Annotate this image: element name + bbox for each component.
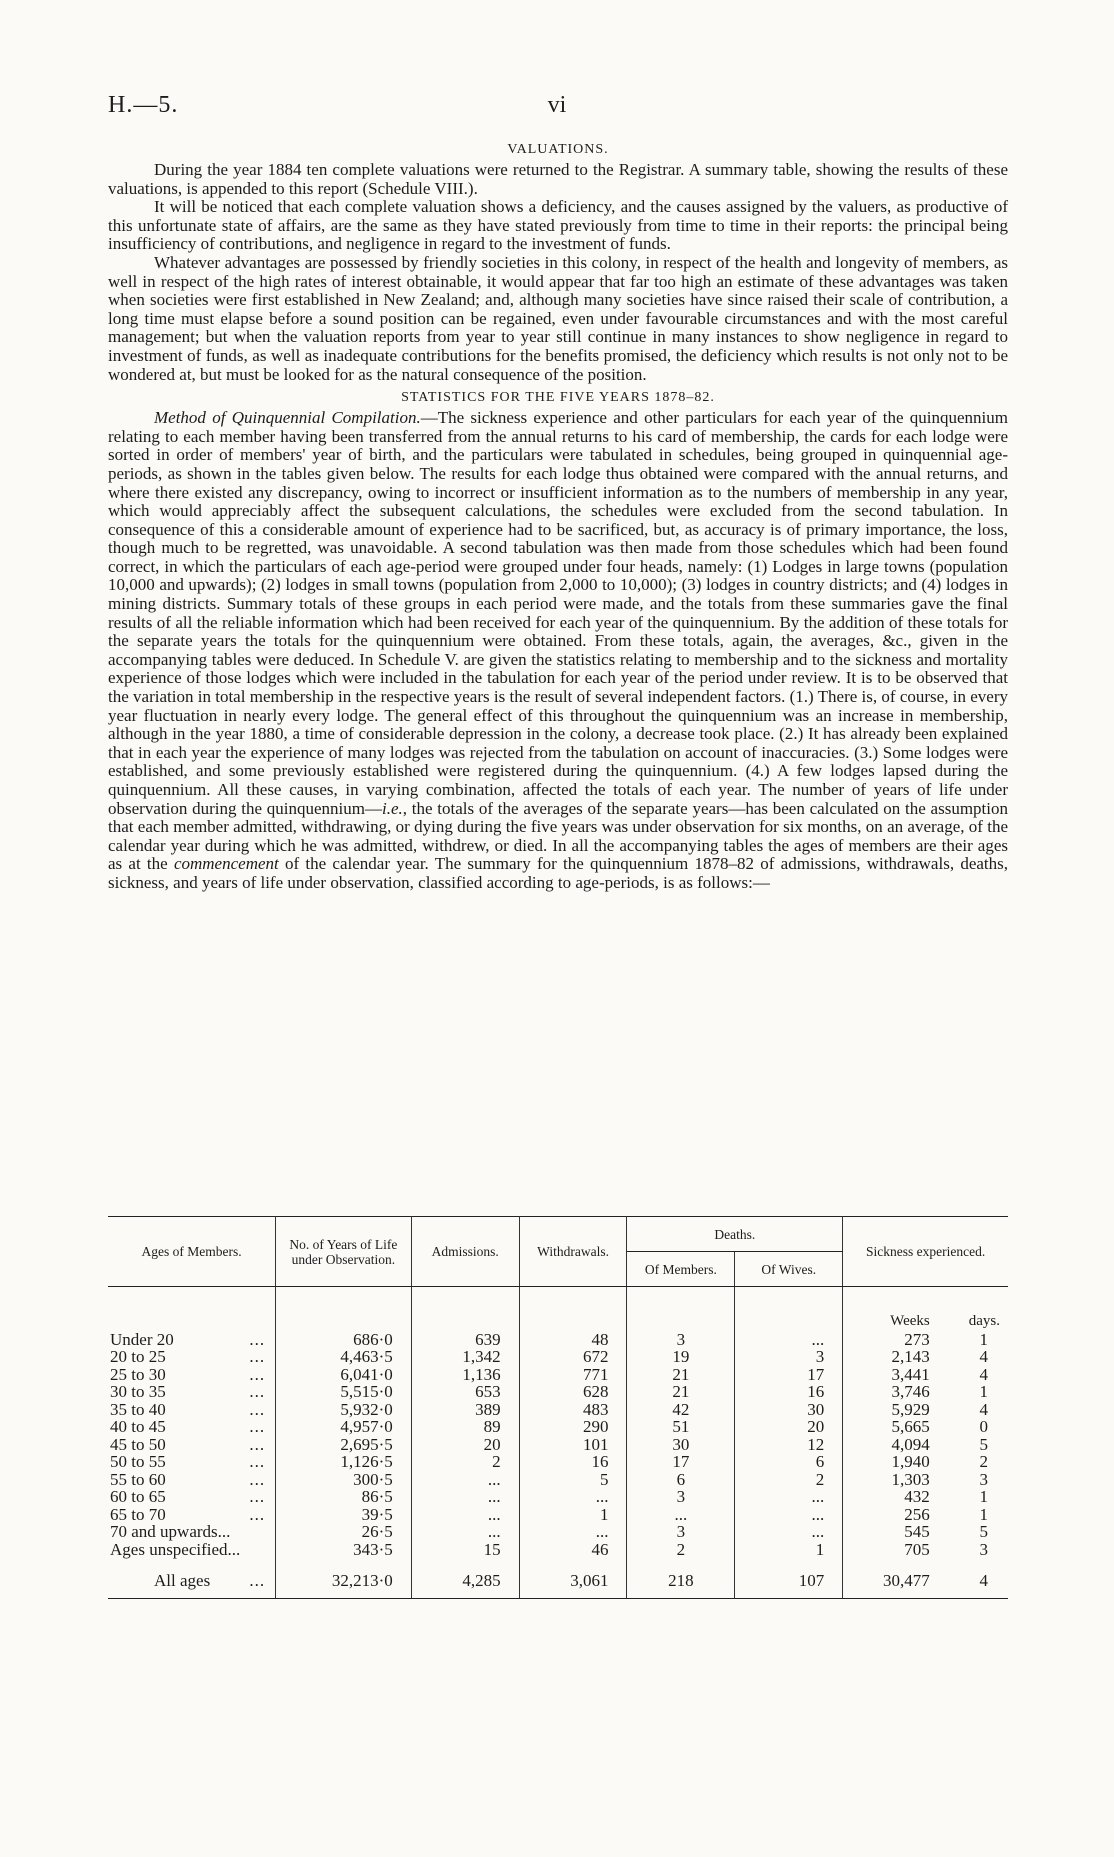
page-reference: H.—5. <box>108 92 179 118</box>
sickness-days-cell: 1 <box>979 1504 988 1524</box>
admissions-cell: 1,136 <box>411 1366 519 1384</box>
deaths-members-cell: 3 <box>627 1523 735 1541</box>
ie-italic: i.e. <box>381 798 403 818</box>
sickness-days-cell: 3 <box>979 1539 988 1559</box>
table-row <box>108 1541 1008 1559</box>
years-cell: 2,695·5 <box>276 1436 412 1454</box>
withdrawals-cell: 628 <box>519 1383 627 1401</box>
deaths-wives-cell: 1 <box>735 1541 843 1559</box>
deaths-wives-cell: 12 <box>735 1436 843 1454</box>
deaths-wives-cell: 20 <box>735 1418 843 1436</box>
col-admissions: Admissions. <box>411 1217 519 1287</box>
sickness-weeks-cell: 1,303 <box>891 1469 930 1489</box>
table-row <box>108 1348 1008 1366</box>
valuations-paragraph-3: Whatever advantages are possessed by friendly societies in this colony, in respect of the health and longevity of members, as well in respect of the high rates of interest obtainable, it would appear that far too high an estimate of these advantages was taken when societies were first established in New Zealand; and, although many societies have since raised their scale of contribution, a long time must elapse before a sound position can be regained, even under favourable circumstances and with the most careful management; but when the valuation reports from year to year still continue in many instances to show negligence in regard to investment of funds, as well as inadequate contributions for the benefits promised, the deficiency which results is not only not to be wondered at, but must be looked for as the natural consequence of the position. <box>108 252 1008 384</box>
sickness-days-cell: 5 <box>979 1522 988 1541</box>
sickness-days-cell: 4 <box>979 1399 988 1419</box>
age-label: All ages <box>154 1571 211 1590</box>
commencement-italic: commencement <box>173 854 279 874</box>
col-withdrawals: Withdrawals. <box>519 1217 627 1287</box>
deaths-wives-cell: ... <box>735 1523 843 1541</box>
deaths-members-cell: 3 <box>627 1331 735 1349</box>
deaths-members-cell: 30 <box>627 1436 735 1454</box>
years-cell: 300·5 <box>276 1471 412 1489</box>
years-cell: 86·5 <box>276 1488 412 1506</box>
admissions-cell: ... <box>411 1523 519 1541</box>
table-row <box>108 1453 1008 1471</box>
statistics-heading: STATISTICS FOR THE FIVE YEARS 1878–82. <box>401 390 715 406</box>
sickness-weeks-cell: 5,665 <box>891 1417 930 1436</box>
col-years: No. of Years of Life under Observation. <box>276 1217 412 1287</box>
deaths-wives-cell: 16 <box>735 1383 843 1401</box>
sickness-days-cell: 4 <box>934 1558 1008 1598</box>
valuations-paragraph-1: During the year 1884 ten complete valuations were returned to the Registrar. A summary table, showing the results of these valuations, is appended to this report (Schedule VIII.). <box>108 160 1008 198</box>
leader-dots: ... <box>249 1417 266 1436</box>
withdrawals-cell: 48 <box>519 1331 627 1349</box>
statistics-text-a: —The sickness experience and other particulars for each year of the quinquennium relating to each member having been transferred from the annual returns to his card of membership, the cards for each lodge were sorted in order of members' year of birth, and the particulars were tabulated in schedules, being grouped in quinquennial age-periods, as shown in the tables given below. The results for each lodge thus obtained were compared with the annual returns, and where there existed any discrepancy, owing to incorrect or insufficient information as to the numbers of membership in any year, which would appreciably affect the subsequent calculations, the schedules were excluded from the second tabulation. In consequence of this a considerable amount of experience had to be sacrificed, but, as accuracy is of primary importance, the loss, though much to be regretted, was unavoidable. A second tabulation was then made from those schedules which had been found correct, in which the particulars of each age-period were grouped under four heads, namely: (1) Lodges in large towns (population 10,000 and upwards); (2) lodges in small towns (population from 2,000 to 10,000); (3) lodges in country districts; and (4) lodges in mining districts. Summary totals of these groups in each period were made, and the totals from these summaries gave the final results of all the reliable information which had been received for each year of the quinquennium. By the addition of these totals for the separate years the totals for the quinquennium were obtained. From these totals, again, the averages, &c., given in the accompanying tables were deduced. In Schedule V. are given the statistics relating to membership and to the sickness and mortality experience of those lodges which were included in the tabulation for each year of the period under review. It is to be observed that the variation in total membership in the respective years is the result of several independent factors. (1.) There is, of course, in every year fluctuation in nearly every lodge. The general effect of this throughout the quinquennium was an increase in membership, although in the year 1880, a time of considerable depression in the colony, a decrease took place. (2.) It has already been explained that in each year the experience of many lodges was rejected from the tabulation on account of inaccuracies. (3.) Some lodges were established, and some previously established were registered during the quinquennium. (4.) A few lodges lapsed during the quinquennium. All these causes, in varying combination, affected the totals of each year. The number of years of life under observation during the quinquennium— <box>108 408 1009 818</box>
years-cell: 26·5 <box>276 1523 412 1541</box>
sickness-weeks-cell: 4,094 <box>891 1434 930 1454</box>
sickness-days-cell: 4 <box>979 1364 988 1384</box>
unit-days: days. <box>968 1313 1000 1329</box>
deaths-members-cell: 42 <box>627 1401 735 1419</box>
leader-dots: ... <box>249 1364 266 1384</box>
total-row <box>108 1558 1008 1598</box>
leader-dots: ... <box>249 1399 266 1419</box>
deaths-members-cell: 21 <box>627 1366 735 1384</box>
col-deaths: Deaths. <box>627 1217 843 1252</box>
age-label: 25 to 30 <box>110 1364 166 1384</box>
age-label: Under 20 <box>110 1329 174 1349</box>
withdrawals-cell: 3,061 <box>519 1558 627 1598</box>
age-cell <box>108 1418 276 1436</box>
deaths-wives-cell: ... <box>735 1488 843 1506</box>
table-row <box>108 1401 1008 1419</box>
leader-dots: ... <box>249 1504 266 1524</box>
withdrawals-cell: ... <box>519 1523 627 1541</box>
quinquennium-summary-table <box>108 1216 1008 1599</box>
leader-dots: ... <box>249 1382 266 1401</box>
deaths-wives-cell: 30 <box>735 1401 843 1419</box>
years-cell: 32,213·0 <box>276 1558 412 1598</box>
withdrawals-cell: 672 <box>519 1348 627 1366</box>
age-cell <box>108 1541 276 1559</box>
deaths-wives-cell: 2 <box>735 1471 843 1489</box>
withdrawals-cell: ... <box>519 1488 627 1506</box>
deaths-wives-cell: 17 <box>735 1366 843 1384</box>
table-row <box>108 1418 1008 1436</box>
years-cell: 343·5 <box>276 1541 412 1559</box>
leader-dots: ... <box>249 1469 266 1489</box>
years-cell: 5,515·0 <box>276 1383 412 1401</box>
age-label: 40 to 45 <box>110 1417 166 1436</box>
deaths-wives-cell: ... <box>735 1506 843 1524</box>
col-ages: Ages of Members. <box>108 1217 276 1287</box>
withdrawals-cell: 16 <box>519 1453 627 1471</box>
sickness-days-cell: 1 <box>979 1329 988 1349</box>
admissions-cell: ... <box>411 1506 519 1524</box>
deaths-members-cell: 19 <box>627 1348 735 1366</box>
withdrawals-cell: 483 <box>519 1401 627 1419</box>
age-label: 30 to 35 <box>110 1382 166 1401</box>
admissions-cell: 20 <box>411 1436 519 1454</box>
age-label: 35 to 40 <box>110 1399 166 1419</box>
deaths-wives-cell: 6 <box>735 1453 843 1471</box>
statistics-paragraph <box>108 409 1008 892</box>
statistics-text-b: , the totals of the averages of the separate years—has been calculated on the assumption that each member admitted, withdrawing, or dying during the five years was under observation for six months, on an average, of the calendar year during which he was admitted, withdrew, or died. In all the accompanying tables the ages of members are their ages as at the <box>108 798 1008 874</box>
deaths-wives-cell: 3 <box>735 1348 843 1366</box>
deaths-wives-cell: 107 <box>735 1558 843 1598</box>
body-text <box>108 142 1008 893</box>
age-cell <box>108 1506 276 1524</box>
age-cell <box>108 1453 276 1471</box>
deaths-members-cell: 17 <box>627 1453 735 1471</box>
sickness-weeks-cell: 273 <box>904 1329 930 1349</box>
admissions-cell: 15 <box>411 1541 519 1559</box>
col-deaths-members: Of Members. <box>627 1252 735 1287</box>
years-cell: 4,463·5 <box>276 1348 412 1366</box>
valuations-paragraph-2: It will be noticed that each complete valuation shows a deficiency, and the causes assigned by the valuers, as productive of this unfortunate state of affairs, are the same as they have stated previously from time to time in their reports: the principal being insufficiency of contributions, and negligence in regard to the investment of funds. <box>108 197 1008 254</box>
deaths-members-cell: 2 <box>627 1541 735 1559</box>
age-cell <box>108 1331 276 1349</box>
age-cell <box>108 1383 276 1401</box>
years-cell: 1,126·5 <box>276 1453 412 1471</box>
col-deaths-wives: Of Wives. <box>735 1252 843 1287</box>
sickness-weeks-cell: 2,143 <box>891 1347 930 1366</box>
age-cell <box>108 1558 276 1598</box>
withdrawals-cell: 5 <box>519 1471 627 1489</box>
deaths-members-cell: 6 <box>627 1471 735 1489</box>
table-row <box>108 1523 1008 1541</box>
age-cell <box>108 1488 276 1506</box>
admissions-cell: 89 <box>411 1418 519 1436</box>
sickness-weeks-cell: 256 <box>904 1504 930 1524</box>
sickness-weeks-cell: 705 <box>904 1539 930 1559</box>
units-row <box>108 1287 1008 1331</box>
table-row <box>108 1471 1008 1489</box>
deaths-members-cell: 3 <box>627 1488 735 1506</box>
age-cell <box>108 1471 276 1489</box>
leader-dots: ... <box>249 1487 266 1506</box>
years-cell: 6,041·0 <box>276 1366 412 1384</box>
age-label: 65 to 70 <box>110 1504 166 1524</box>
col-sickness: Sickness experienced. <box>843 1217 1008 1287</box>
leader-dots: ... <box>249 1571 266 1590</box>
table-row <box>108 1366 1008 1384</box>
table-row <box>108 1436 1008 1454</box>
sickness-days-cell: 4 <box>979 1347 988 1366</box>
table-row <box>108 1383 1008 1401</box>
years-cell: 5,932·0 <box>276 1401 412 1419</box>
age-label: 70 and upwards... <box>110 1522 231 1541</box>
admissions-cell: 4,285 <box>411 1558 519 1598</box>
sickness-days-cell: 1 <box>979 1382 988 1401</box>
withdrawals-cell: 46 <box>519 1541 627 1559</box>
admissions-cell: 639 <box>411 1331 519 1349</box>
sickness-weeks-cell: 5,929 <box>891 1399 930 1419</box>
deaths-members-cell: ... <box>627 1506 735 1524</box>
sickness-weeks-cell: 30,477 <box>843 1558 934 1598</box>
admissions-cell: ... <box>411 1488 519 1506</box>
sickness-weeks-cell: 545 <box>904 1522 930 1541</box>
sickness-days-cell: 2 <box>979 1452 988 1471</box>
admissions-cell: ... <box>411 1471 519 1489</box>
age-cell <box>108 1523 276 1541</box>
leader-dots: ... <box>249 1434 266 1454</box>
years-cell: 39·5 <box>276 1506 412 1524</box>
age-label: 45 to 50 <box>110 1434 166 1454</box>
age-cell <box>108 1366 276 1384</box>
withdrawals-cell: 290 <box>519 1418 627 1436</box>
method-lead: Method of Quinquennial Compilation. <box>154 408 421 428</box>
admissions-cell: 653 <box>411 1383 519 1401</box>
age-label: 20 to 25 <box>110 1347 166 1366</box>
sickness-days-cell: 0 <box>979 1417 988 1436</box>
sickness-weeks-cell: 432 <box>904 1487 930 1506</box>
sickness-weeks-cell: 3,441 <box>891 1364 930 1384</box>
deaths-wives-cell: ... <box>735 1331 843 1349</box>
age-cell <box>108 1348 276 1366</box>
leader-dots: ... <box>249 1347 266 1366</box>
page-number: vi <box>547 92 567 118</box>
admissions-cell: 389 <box>411 1401 519 1419</box>
table-row <box>108 1506 1008 1524</box>
sickness-weeks-cell: 3,746 <box>891 1382 930 1401</box>
deaths-members-cell: 218 <box>627 1558 735 1598</box>
deaths-members-cell: 51 <box>627 1418 735 1436</box>
withdrawals-cell: 771 <box>519 1366 627 1384</box>
age-label: 55 to 60 <box>110 1469 166 1489</box>
sickness-days-cell: 1 <box>979 1487 988 1506</box>
leader-dots: ... <box>249 1452 266 1471</box>
sickness-days-cell: 3 <box>979 1469 988 1489</box>
valuations-heading: VALUATIONS. <box>507 142 609 157</box>
age-label: 60 to 65 <box>110 1487 166 1506</box>
years-cell: 4,957·0 <box>276 1418 412 1436</box>
withdrawals-cell: 1 <box>519 1506 627 1524</box>
table-row <box>108 1488 1008 1506</box>
deaths-members-cell: 21 <box>627 1383 735 1401</box>
admissions-cell: 2 <box>411 1453 519 1471</box>
admissions-cell: 1,342 <box>411 1348 519 1366</box>
age-cell <box>108 1436 276 1454</box>
statistics-text-c: of the calendar year. The summary for the quinquennium 1878–82 of admissions, withdrawals, deaths, sickness, and years of life under observation, classified according to age-periods, is as follows:— <box>108 854 1008 892</box>
unit-weeks: Weeks <box>890 1313 930 1329</box>
leader-dots: ... <box>249 1329 266 1349</box>
sickness-weeks-cell: 1,940 <box>891 1452 930 1471</box>
years-cell: 686·0 <box>276 1331 412 1349</box>
age-label: 50 to 55 <box>110 1452 166 1471</box>
age-cell <box>108 1401 276 1419</box>
age-label: Ages unspecified... <box>110 1539 241 1559</box>
sickness-days-cell: 5 <box>979 1434 988 1454</box>
withdrawals-cell: 101 <box>519 1436 627 1454</box>
table-row <box>108 1331 1008 1349</box>
table-body <box>108 1287 1008 1599</box>
